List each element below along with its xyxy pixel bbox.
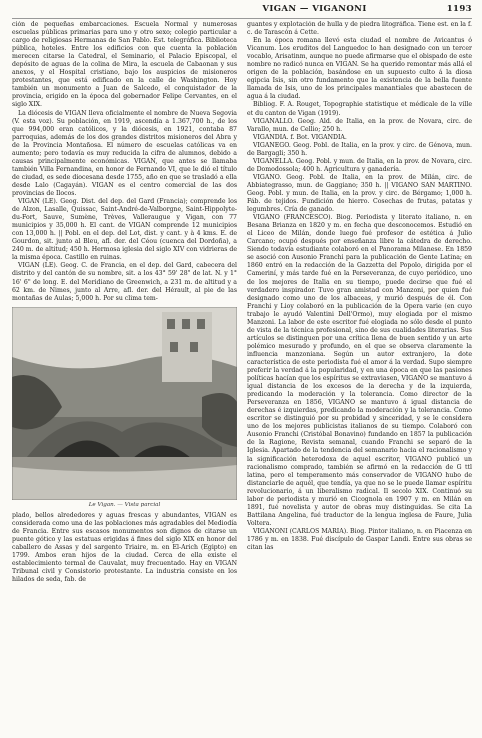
entry-viganella: VIGANELLA. Geog. Pobl. y mun. de Italia, en la prov. de Novara, circ. de Domodossola; 400 h. Agricultura y ganadería. bbox=[247, 157, 472, 173]
bibliography: Bibliog. F. A. Rouget, Topographie statistique et médicale de la ville et du canton de Vigan (1919). bbox=[247, 101, 472, 117]
entry-vigano: VIGANO. Geog. Pobl. de Italia, en la prov. de Milán, circ. de Abbiategrasso, mun. de Gaggiano; 350 h. || VIGANO SAN MARTINO. Geog. Pobl. y mun. de Italia, en la prov. y circ. de Bérgamo; 1,000 h. Fáb. de tejidos. Fundición de hierro. Cosechas de frutas, patatas y legumbres. Cría de ganado. bbox=[247, 173, 472, 214]
paragraph: ción de pequeñas embarcaciones. Escuela Normal y numerosas escuelas públicas primarias para uno y otro sexo; colegio particular a cargo de religiosas Hermanas de San Pablo. Est. telegráfica. Biblioteca pública, hoteles. Entre los edificios con que cuenta la población merecen citarse la Catedral, el Seminario, el Palacio Episcopal, el depósito de aguas de la colina de Mira, la escuela de Cabaonan y sus anexos, y el Hospital cristiano, bajo los auspicios de misioneros protestantes, que está edificado en la calle de Washington. Hoy también un monumento a Juan de Salcedo, el conquistador de la provincia, erigido en la época del gobernador Felipe Cervantes, en el siglo XIX. bbox=[12, 21, 237, 109]
entry-viganoni: VIGANONI (CARLOS MARIA). Biog. Pintor italiano, n. en Piacenza en 1786 y m. en 1838. Fué discípulo de Gaspar Landi. Entre sus obras se citan las bbox=[247, 527, 472, 552]
paragraph: En la época romana llevó esta ciudad el nombre de Avicantus ó Vicanum. Los eruditos del Languedoc lo han designado con un tercer vocablo, Arisatinm, aunque no puede afirmarse que el obispado de este nombre no radicó nunca en VIGAN. Se ha querido remontar más allá el origen de la población, basándose en un supuesto culto á la diosa egipcia Isis, sin otro fundamento que la existencia de la bella fuente llamada de Isis, uno de los principales manantiales que abastecen de agua á la ciudad. bbox=[247, 37, 472, 101]
paragraph: La diócesis de VIGAN lleva oficialmente el nombre de Nueva Segovia (V. esta voz). Su población, en 1919, ascendía a 1.367,700 h., de los que 994,000 eran católicos, y la diócesis, en 1921, contaba 87 parroquias, además de los dos grandes distritos misioneros del Abra y de la Provincia Montañosa. El número de escuelas católicas va en aumento; pero todavía es muy reducida la cifra de alumnos, debido a causas principalmente económicas. VIGAN, que antes se llamaba también Villa Fernandina, en honor de Fernando VI, que le dió el título de ciudad, es sede diocesana desde 1755, año en que se trasladó a ella desde Lalo (Cagayán). VIGAN es el centro comercial de las dos provincias de Ilocos. bbox=[12, 109, 237, 197]
entry-vigandia: VIGANDIA. f. Bot. VIGANDIA. bbox=[253, 133, 347, 141]
photo-caption: Le Vigan. — Vista parcial bbox=[88, 501, 161, 508]
paragraph: guantes y explotación de hulla y de piedra litográfica. Tiene est. en la f. c. de Tarascón á Cette. bbox=[247, 21, 472, 37]
left-column bbox=[12, 21, 237, 731]
entry-viganallo: VIGANALLO. Geog. Ald. de Italia, en la prov. de Novara, circ. de Varallo, mun. de Cellio; 250 h. bbox=[247, 117, 472, 133]
running-head bbox=[12, 4, 472, 19]
paragraph: VIGAN (LE). Geog. Dist. del dep. del Gard (Francia); comprende los de Alzon, Lasalle, Quissac, Saint-André-de-Valborgne, Saint-Hippolyte-du-Fort, Sauve, Sumène, Trèves, Valleraugue y Vigan, con 77 municipios y 35,000 h. El cant. de VIGAN comprende 12 municipios con 13,000 h. || Pobl. en el dep. del Lot, dist. y cant. y à 4 kms. E. de Gourdon, sit. junto al Bleu, afl. der. del Céou (cuenca del Dordoña), a 240 m. de altitud; 450 h. Hermosa iglesia del siglo XIV con vidrieras de la misma época. Castillo en ruinas. bbox=[12, 198, 237, 262]
entry-vigano-francesco: VIGANO (FRANCESCO). Biog. Periodista y literato italiano, n. en Besana Brianza en 1820 y m. en fecha que desconocemos. Estudió en el Liceo de Milán, donde luego fué profesor de estética á Julio Carcano; ocupó después por enseñanza libre la cátedra de derecho. Siendo todavía estudiante colaboró en el Panorama Milanese. En 1859 se asoció con Ausonio Franchi para la publicación de Gente Latina; en 1860 entró en la redacción de la Gazzetta del Popolo, dirigida por el Cameriní, y más tarde fué en la Perseveranza, de cuyo periódico, uno de los mejores de Italia en su tiempo, puede decirse que fué el verdadero inspirador. Tuvo gran amistad con Manzoni, por quien fué designado como uno de los albaceas, y murió después de él. Con Franchi y Lioy colaboró en la publicación de la Opera varie (en cuyo trabajo le ayudó Valentini Dell'Ormo), muy elogiada por el mismo Manzoni. La labor de este escritor fué elogiada no sólo desde el punto de vista de la técnica profesional, sino de sus cualidades literarias. Sus artículos se distinguen por una crítica llena de buen sentido y un arte polémico mesurado y profundo, en el que se observa claramente la influencia manzoniana. Según un autor extranjero, la dote característica de este periodista fué el amor á la verdad. Supo siempre preferir la verdad á la popularidad, y en una época en que las pasiones políticas hacían que los espíritus se extraviasen, VIGANO se mantuvo á igual distancia de los excesos de la derecha y de la izquierda, predicando la moderación y la tolerancia. Como director de la Perseveranza en 1856, VIGANO se mantuvo á igual distancia de derechas é izquierdas, predicando la moderación y la tolerancia. Como escritor se distinguió por su probidad y sinceridad, y se le considera uno de los mejores publicistas italianos de su tiempo. Colaboró con Ausonio Franchi (Cristóbal Bonavino) fundando en 1857 la publicación de la Ragione, Revista semanal, cuando Franchi se separó de la Iglesia. Apartado de la tendencia del semanario hacia el racionalismo y la significación heterodoxa de aquel escritor, VIGANO publicó un racionalismo comprado, también se afirmó en la redacción de G ttl latina, pero el temperamento más conservador de VIGANO hubo de distanciarle de aquél, que tendía, ya que no se le puede llamar espíritu revolucionario, á un liberalismo radical. Il secolo XIX. Continuó su labor de periodista y murió en Cicognola en 1907 y m. en Milán en 1891, fué novelista y autor de obras muy distinguidas. Se cita La Battilana Angelina, fué traductor de la lengua inglesa de Faure, Julia Voltera. bbox=[247, 214, 472, 527]
town-photo bbox=[12, 307, 237, 500]
paragraph: VIGAN (LE). Geog. C. de Francia, en el dep. del Gard, cabecera del distrito y del cantón de su nombre, sit. a los 43° 59' 28" de lat. N. y 1° 16' 6" de long. E. del Meridiano de Greenwich, a 231 m. de altitud y a 62 km. de Nimes, junto al Arre, afl. der. del Hérault, al pie de las montañas de Aulas; 5,000 h. Por su clima tem- bbox=[12, 262, 237, 302]
entry-viganego: VIGANEGO. Geog. Pobl. de Italia, en la prov. y circ. de Génova, mun. de Bargagli; 350 h. bbox=[247, 141, 472, 157]
photo-figure bbox=[12, 307, 237, 509]
right-column bbox=[247, 21, 472, 731]
columns bbox=[12, 21, 472, 731]
paragraph: plado, bellos alrededores y aguas frescas y abundantes, VIGAN es considerada como una de las poblaciones más agradables del Mediodía de Francia. Entre sus escasos monumentos son dignos de citarse un puente gótico y las estatuas erigidas á fines del siglo XIX en honor del caballero de Assas y del sargento Triaire, m. en El-Arich (Egipto) en 1799. Ambos eran hijos de la ciudad. Cerca de ella existe el establecimiento termal de Cauvalat, muy frecuentado. Hay en VIGAN Tribunal civil y Consistorio protestante. La industria consiste en los hilados de seda, fab. de bbox=[12, 511, 237, 584]
running-head-title: VIGAN — VIGANONI bbox=[262, 4, 367, 14]
page-number: 1193 bbox=[446, 4, 472, 14]
